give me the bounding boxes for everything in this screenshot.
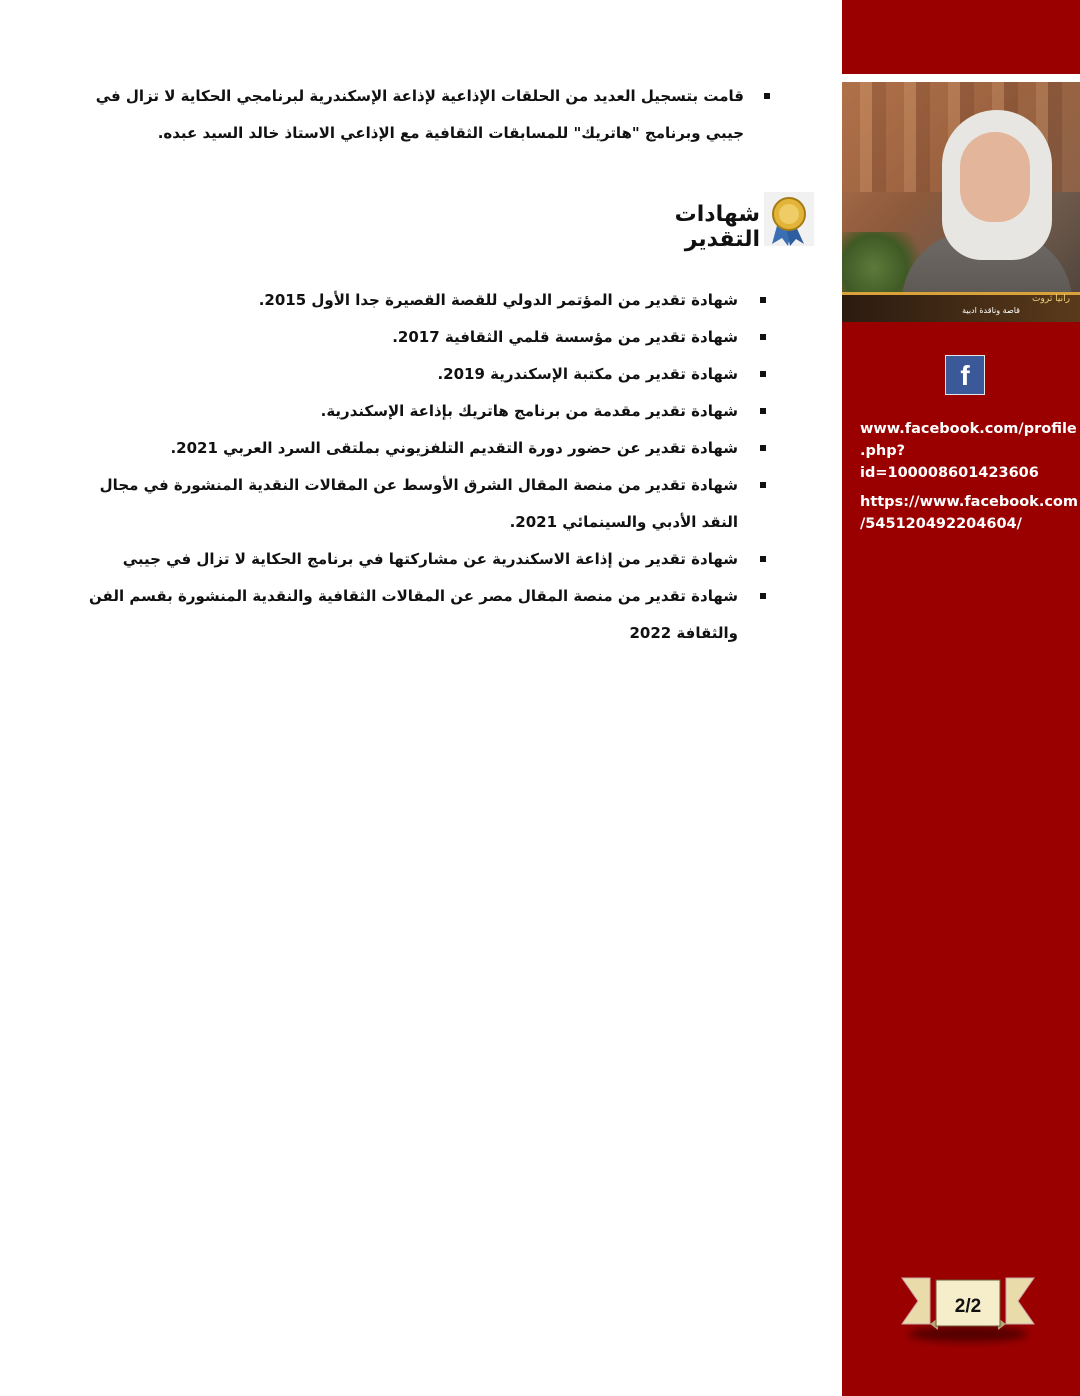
list-item: شهادة تقدير من منصة المقال مصر عن المقالات الثقافية والنقدية المنشورة بقسم الفن والثقافة 2022 bbox=[70, 578, 766, 652]
photo-caption-role: قاصة وناقدة ادبية bbox=[962, 306, 1020, 315]
list-item: شهادة تقدير من إذاعة الاسكندرية عن مشاركتها في برنامج الحكاية لا تزال في جيبي bbox=[70, 541, 766, 578]
page-number-badge bbox=[898, 1268, 1038, 1348]
section-title: شهادات التقدير bbox=[674, 202, 760, 252]
main-content bbox=[70, 78, 770, 152]
photo-caption-name: رانيا ثروت bbox=[1032, 294, 1070, 304]
list-item: شهادة تقدير من مكتبة الإسكندرية 2019. bbox=[70, 356, 766, 393]
list-item: شهادة تقدير من مؤسسة قلمي الثقافية 2017. bbox=[70, 319, 766, 356]
list-item: شهادة تقدير مقدمة من برنامج هاتريك بإذاعة الإسكندرية. bbox=[70, 393, 766, 430]
intro-text: قامت بتسجيل العديد من الحلقات الإذاعية لإذاعة الإسكندرية لبرنامجي الحكاية لا تزال في جيبي وبرنامج "هاتريك" للمسابقات الثقافية مع الإذاعي الاستاذ خالد السيد عبده. bbox=[95, 87, 744, 142]
section-heading bbox=[610, 192, 826, 252]
list-item: شهادة تقدير من منصة المقال الشرق الأوسط عن المقالات النقدية المنشورة في مجال النقد الأدبي والسينمائي 2021. bbox=[70, 467, 766, 541]
sidebar-divider bbox=[842, 74, 1080, 82]
list-item: شهادة تقدير من المؤتمر الدولي للقصة القصيرة جدا الأول 2015. bbox=[70, 282, 766, 319]
certificates-list bbox=[70, 282, 766, 652]
facebook-icon[interactable]: f bbox=[945, 355, 985, 395]
facebook-page-link-line2: /545120492204604/ bbox=[860, 516, 1022, 532]
bullet-marker bbox=[764, 93, 770, 99]
intro-paragraph bbox=[70, 78, 770, 152]
medal-ribbon-icon bbox=[764, 192, 814, 246]
facebook-page-link-line1: https://www.facebook.com bbox=[860, 494, 1078, 510]
list-item: شهادة تقدير عن حضور دورة التقديم التلفزيوني بملتقى السرد العربي 2021. bbox=[70, 430, 766, 467]
facebook-page-link[interactable] bbox=[860, 491, 1078, 535]
facebook-profile-link-line1: www.facebook.com/profile bbox=[860, 421, 1077, 437]
page-number: 2/2 bbox=[954, 1296, 982, 1317]
facebook-profile-link[interactable] bbox=[860, 418, 1077, 484]
profile-photo bbox=[842, 82, 1080, 322]
facebook-profile-link-line2: .php?id=100008601423606 bbox=[860, 443, 1039, 481]
